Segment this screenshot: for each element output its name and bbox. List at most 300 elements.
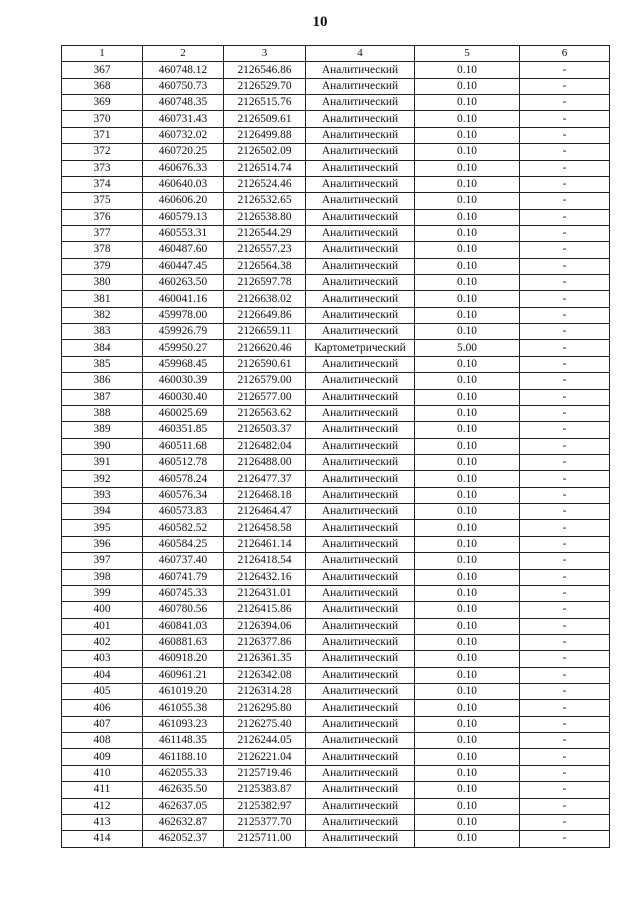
accuracy-cell: 0.10 (415, 782, 520, 798)
note-cell: - (520, 422, 610, 438)
y-coordinate-cell: 2126579.00 (224, 373, 306, 389)
point-number-cell: 391 (62, 454, 143, 470)
note-cell: - (520, 340, 610, 356)
note-cell: - (520, 602, 610, 618)
table-row (62, 225, 610, 241)
accuracy-cell: 0.10 (415, 291, 520, 307)
coordinates-table (61, 45, 610, 848)
accuracy-cell: 0.10 (415, 438, 520, 454)
note-cell: - (520, 438, 610, 454)
note-cell: - (520, 242, 610, 258)
note-cell: - (520, 373, 610, 389)
y-coordinate-cell: 2126415.86 (224, 602, 306, 618)
accuracy-cell: 0.10 (415, 176, 520, 192)
table-row (62, 62, 610, 78)
table-row (62, 373, 610, 389)
table-row (62, 536, 610, 552)
accuracy-cell: 0.10 (415, 487, 520, 503)
x-coordinate-cell: 460511.68 (143, 438, 224, 454)
method-cell: Аналитический (306, 144, 415, 160)
note-cell: - (520, 405, 610, 421)
table-row (62, 700, 610, 716)
method-cell: Аналитический (306, 307, 415, 323)
point-number-cell: 387 (62, 389, 143, 405)
x-coordinate-cell: 460573.83 (143, 504, 224, 520)
accuracy-cell: 0.10 (415, 95, 520, 111)
point-number-cell: 371 (62, 127, 143, 143)
point-number-cell: 398 (62, 569, 143, 585)
point-number-cell: 396 (62, 536, 143, 552)
point-number-cell: 378 (62, 242, 143, 258)
accuracy-cell: 0.10 (415, 536, 520, 552)
table-row (62, 127, 610, 143)
accuracy-cell: 0.10 (415, 127, 520, 143)
note-cell: - (520, 324, 610, 340)
table-row (62, 422, 610, 438)
note-cell: - (520, 520, 610, 536)
y-coordinate-cell: 2126432.16 (224, 569, 306, 585)
accuracy-cell: 0.10 (415, 78, 520, 94)
y-coordinate-cell: 2126546.86 (224, 62, 306, 78)
accuracy-cell: 0.10 (415, 684, 520, 700)
x-coordinate-cell: 462635.50 (143, 782, 224, 798)
x-coordinate-cell: 460025.69 (143, 405, 224, 421)
note-cell: - (520, 700, 610, 716)
x-coordinate-cell: 460576.34 (143, 487, 224, 503)
method-cell: Аналитический (306, 242, 415, 258)
point-number-cell: 392 (62, 471, 143, 487)
accuracy-cell: 0.10 (415, 602, 520, 618)
point-number-cell: 403 (62, 651, 143, 667)
y-coordinate-cell: 2126503.37 (224, 422, 306, 438)
y-coordinate-cell: 2126597.78 (224, 275, 306, 291)
x-coordinate-cell: 460447.45 (143, 258, 224, 274)
x-coordinate-cell: 459968.45 (143, 356, 224, 372)
point-number-cell: 367 (62, 62, 143, 78)
table-row (62, 471, 610, 487)
y-coordinate-cell: 2125382.97 (224, 798, 306, 814)
table-row (62, 831, 610, 847)
y-coordinate-cell: 2126514.74 (224, 160, 306, 176)
point-number-cell: 376 (62, 209, 143, 225)
accuracy-cell: 0.10 (415, 160, 520, 176)
x-coordinate-cell: 460351.85 (143, 422, 224, 438)
accuracy-cell: 0.10 (415, 356, 520, 372)
note-cell: - (520, 471, 610, 487)
x-coordinate-cell: 460732.02 (143, 127, 224, 143)
y-coordinate-cell: 2126464.47 (224, 504, 306, 520)
accuracy-cell: 5.00 (415, 340, 520, 356)
y-coordinate-cell: 2126361.35 (224, 651, 306, 667)
page-number: 10 (312, 14, 328, 30)
y-coordinate-cell: 2126564.38 (224, 258, 306, 274)
x-coordinate-cell: 461148.35 (143, 733, 224, 749)
x-coordinate-cell: 460737.40 (143, 553, 224, 569)
y-coordinate-cell: 2126221.04 (224, 749, 306, 765)
table-row (62, 651, 610, 667)
point-number-cell: 375 (62, 193, 143, 209)
table-row (62, 78, 610, 94)
note-cell: - (520, 765, 610, 781)
note-cell: - (520, 160, 610, 176)
point-number-cell: 407 (62, 716, 143, 732)
note-cell: - (520, 356, 610, 372)
point-number-cell: 377 (62, 225, 143, 241)
accuracy-cell: 0.10 (415, 733, 520, 749)
table-row (62, 389, 610, 405)
accuracy-cell: 0.10 (415, 275, 520, 291)
method-cell: Аналитический (306, 258, 415, 274)
method-cell: Аналитический (306, 324, 415, 340)
method-cell: Аналитический (306, 275, 415, 291)
method-cell: Аналитический (306, 733, 415, 749)
point-number-cell: 369 (62, 95, 143, 111)
method-cell: Аналитический (306, 356, 415, 372)
table-row (62, 242, 610, 258)
point-number-cell: 372 (62, 144, 143, 160)
point-number-cell: 385 (62, 356, 143, 372)
table-row (62, 798, 610, 814)
note-cell: - (520, 144, 610, 160)
note-cell: - (520, 569, 610, 585)
table-row (62, 291, 610, 307)
y-coordinate-cell: 2125711.00 (224, 831, 306, 847)
x-coordinate-cell: 460263.50 (143, 275, 224, 291)
table-row (62, 95, 610, 111)
x-coordinate-cell: 461188.10 (143, 749, 224, 765)
accuracy-cell: 0.10 (415, 225, 520, 241)
accuracy-cell: 0.10 (415, 422, 520, 438)
table-row (62, 275, 610, 291)
method-cell: Аналитический (306, 569, 415, 585)
y-coordinate-cell: 2126482.04 (224, 438, 306, 454)
method-cell: Аналитический (306, 602, 415, 618)
method-cell: Картометрический (306, 340, 415, 356)
note-cell: - (520, 504, 610, 520)
method-cell: Аналитический (306, 438, 415, 454)
note-cell: - (520, 733, 610, 749)
table-row (62, 176, 610, 192)
method-cell: Аналитический (306, 585, 415, 601)
method-cell: Аналитический (306, 454, 415, 470)
point-number-cell: 400 (62, 602, 143, 618)
y-coordinate-cell: 2126649.86 (224, 307, 306, 323)
accuracy-cell: 0.10 (415, 651, 520, 667)
x-coordinate-cell: 460487.60 (143, 242, 224, 258)
note-cell: - (520, 749, 610, 765)
note-cell: - (520, 634, 610, 650)
method-cell: Аналитический (306, 291, 415, 307)
accuracy-cell: 0.10 (415, 242, 520, 258)
table-row (62, 569, 610, 585)
table-header-row (62, 46, 610, 62)
column-header: 1 (62, 46, 143, 62)
x-coordinate-cell: 461019.20 (143, 684, 224, 700)
point-number-cell: 395 (62, 520, 143, 536)
point-number-cell: 380 (62, 275, 143, 291)
y-coordinate-cell: 2126488.00 (224, 454, 306, 470)
y-coordinate-cell: 2126524.46 (224, 176, 306, 192)
table-row (62, 634, 610, 650)
accuracy-cell: 0.10 (415, 569, 520, 585)
note-cell: - (520, 667, 610, 683)
point-number-cell: 394 (62, 504, 143, 520)
point-number-cell: 413 (62, 814, 143, 830)
x-coordinate-cell: 460748.35 (143, 95, 224, 111)
method-cell: Аналитический (306, 667, 415, 683)
accuracy-cell: 0.10 (415, 716, 520, 732)
table-row (62, 553, 610, 569)
accuracy-cell: 0.10 (415, 585, 520, 601)
y-coordinate-cell: 2126529.70 (224, 78, 306, 94)
y-coordinate-cell: 2126563.62 (224, 405, 306, 421)
accuracy-cell: 0.10 (415, 258, 520, 274)
accuracy-cell: 0.10 (415, 209, 520, 225)
note-cell: - (520, 553, 610, 569)
method-cell: Аналитический (306, 684, 415, 700)
point-number-cell: 368 (62, 78, 143, 94)
y-coordinate-cell: 2126477.37 (224, 471, 306, 487)
y-coordinate-cell: 2126394.06 (224, 618, 306, 634)
point-number-cell: 399 (62, 585, 143, 601)
point-number-cell: 405 (62, 684, 143, 700)
x-coordinate-cell: 460030.39 (143, 373, 224, 389)
column-header: 2 (143, 46, 224, 62)
point-number-cell: 408 (62, 733, 143, 749)
point-number-cell: 381 (62, 291, 143, 307)
point-number-cell: 409 (62, 749, 143, 765)
accuracy-cell: 0.10 (415, 667, 520, 683)
point-number-cell: 379 (62, 258, 143, 274)
y-coordinate-cell: 2126244.05 (224, 733, 306, 749)
note-cell: - (520, 814, 610, 830)
x-coordinate-cell: 460579.13 (143, 209, 224, 225)
table-row (62, 585, 610, 601)
table-row (62, 749, 610, 765)
note-cell: - (520, 111, 610, 127)
method-cell: Аналитический (306, 504, 415, 520)
table-row (62, 618, 610, 634)
table-row (62, 684, 610, 700)
accuracy-cell: 0.10 (415, 405, 520, 421)
accuracy-cell: 0.10 (415, 700, 520, 716)
x-coordinate-cell: 462637.05 (143, 798, 224, 814)
x-coordinate-cell: 460676.33 (143, 160, 224, 176)
method-cell: Аналитический (306, 798, 415, 814)
table-row (62, 438, 610, 454)
y-coordinate-cell: 2125383.87 (224, 782, 306, 798)
x-coordinate-cell: 461093.23 (143, 716, 224, 732)
x-coordinate-cell: 460841.03 (143, 618, 224, 634)
point-number-cell: 404 (62, 667, 143, 683)
table-row (62, 716, 610, 732)
note-cell: - (520, 585, 610, 601)
table-row (62, 454, 610, 470)
x-coordinate-cell: 460961.21 (143, 667, 224, 683)
note-cell: - (520, 258, 610, 274)
y-coordinate-cell: 2126342.08 (224, 667, 306, 683)
y-coordinate-cell: 2126544.29 (224, 225, 306, 241)
point-number-cell: 374 (62, 176, 143, 192)
accuracy-cell: 0.10 (415, 749, 520, 765)
point-number-cell: 370 (62, 111, 143, 127)
point-number-cell: 401 (62, 618, 143, 634)
accuracy-cell: 0.10 (415, 111, 520, 127)
method-cell: Аналитический (306, 651, 415, 667)
table-row (62, 160, 610, 176)
note-cell: - (520, 716, 610, 732)
y-coordinate-cell: 2126638.02 (224, 291, 306, 307)
note-cell: - (520, 193, 610, 209)
accuracy-cell: 0.10 (415, 798, 520, 814)
method-cell: Аналитический (306, 176, 415, 192)
point-number-cell: 412 (62, 798, 143, 814)
column-header: 6 (520, 46, 610, 62)
method-cell: Аналитический (306, 62, 415, 78)
y-coordinate-cell: 2126461.14 (224, 536, 306, 552)
x-coordinate-cell: 462052.37 (143, 831, 224, 847)
x-coordinate-cell: 459926.79 (143, 324, 224, 340)
accuracy-cell: 0.10 (415, 831, 520, 847)
method-cell: Аналитический (306, 225, 415, 241)
y-coordinate-cell: 2126295.80 (224, 700, 306, 716)
accuracy-cell: 0.10 (415, 765, 520, 781)
y-coordinate-cell: 2126468.18 (224, 487, 306, 503)
method-cell: Аналитический (306, 536, 415, 552)
accuracy-cell: 0.10 (415, 389, 520, 405)
method-cell: Аналитический (306, 716, 415, 732)
x-coordinate-cell: 460918.20 (143, 651, 224, 667)
accuracy-cell: 0.10 (415, 504, 520, 520)
method-cell: Аналитический (306, 553, 415, 569)
y-coordinate-cell: 2126532.65 (224, 193, 306, 209)
method-cell: Аналитический (306, 814, 415, 830)
table-row (62, 193, 610, 209)
y-coordinate-cell: 2126538.80 (224, 209, 306, 225)
point-number-cell: 384 (62, 340, 143, 356)
table-row (62, 602, 610, 618)
point-number-cell: 373 (62, 160, 143, 176)
table-row (62, 356, 610, 372)
method-cell: Аналитический (306, 700, 415, 716)
x-coordinate-cell: 461055.38 (143, 700, 224, 716)
table-row (62, 307, 610, 323)
accuracy-cell: 0.10 (415, 307, 520, 323)
note-cell: - (520, 487, 610, 503)
table-row (62, 258, 610, 274)
x-coordinate-cell: 460881.63 (143, 634, 224, 650)
y-coordinate-cell: 2126515.76 (224, 95, 306, 111)
y-coordinate-cell: 2126509.61 (224, 111, 306, 127)
x-coordinate-cell: 460748.12 (143, 62, 224, 78)
method-cell: Аналитический (306, 749, 415, 765)
table-row (62, 733, 610, 749)
point-number-cell: 386 (62, 373, 143, 389)
point-number-cell: 388 (62, 405, 143, 421)
note-cell: - (520, 831, 610, 847)
note-cell: - (520, 307, 610, 323)
note-cell: - (520, 798, 610, 814)
x-coordinate-cell: 460553.31 (143, 225, 224, 241)
point-number-cell: 383 (62, 324, 143, 340)
accuracy-cell: 0.10 (415, 471, 520, 487)
x-coordinate-cell: 460731.43 (143, 111, 224, 127)
table-row (62, 814, 610, 830)
accuracy-cell: 0.10 (415, 520, 520, 536)
note-cell: - (520, 684, 610, 700)
table-row (62, 340, 610, 356)
x-coordinate-cell: 459978.00 (143, 307, 224, 323)
note-cell: - (520, 618, 610, 634)
accuracy-cell: 0.10 (415, 814, 520, 830)
note-cell: - (520, 651, 610, 667)
y-coordinate-cell: 2126377.86 (224, 634, 306, 650)
method-cell: Аналитический (306, 373, 415, 389)
x-coordinate-cell: 460606.20 (143, 193, 224, 209)
y-coordinate-cell: 2126659.11 (224, 324, 306, 340)
point-number-cell: 393 (62, 487, 143, 503)
y-coordinate-cell: 2126431.01 (224, 585, 306, 601)
accuracy-cell: 0.10 (415, 454, 520, 470)
accuracy-cell: 0.10 (415, 618, 520, 634)
table-row (62, 520, 610, 536)
table-row (62, 144, 610, 160)
x-coordinate-cell: 462632.87 (143, 814, 224, 830)
method-cell: Аналитический (306, 78, 415, 94)
y-coordinate-cell: 2126577.00 (224, 389, 306, 405)
y-coordinate-cell: 2126418.54 (224, 553, 306, 569)
y-coordinate-cell: 2126499.88 (224, 127, 306, 143)
point-number-cell: 411 (62, 782, 143, 798)
x-coordinate-cell: 460584.25 (143, 536, 224, 552)
method-cell: Аналитический (306, 127, 415, 143)
method-cell: Аналитический (306, 209, 415, 225)
method-cell: Аналитический (306, 160, 415, 176)
note-cell: - (520, 225, 610, 241)
method-cell: Аналитический (306, 193, 415, 209)
table-body (62, 62, 610, 847)
x-coordinate-cell: 460578.24 (143, 471, 224, 487)
note-cell: - (520, 78, 610, 94)
note-cell: - (520, 176, 610, 192)
method-cell: Аналитический (306, 389, 415, 405)
point-number-cell: 414 (62, 831, 143, 847)
method-cell: Аналитический (306, 487, 415, 503)
x-coordinate-cell: 460582.52 (143, 520, 224, 536)
column-header: 3 (224, 46, 306, 62)
x-coordinate-cell: 462055.33 (143, 765, 224, 781)
table-row (62, 209, 610, 225)
note-cell: - (520, 95, 610, 111)
note-cell: - (520, 62, 610, 78)
x-coordinate-cell: 460750.73 (143, 78, 224, 94)
x-coordinate-cell: 460512.78 (143, 454, 224, 470)
table-row (62, 765, 610, 781)
point-number-cell: 410 (62, 765, 143, 781)
point-number-cell: 397 (62, 553, 143, 569)
x-coordinate-cell: 460030.40 (143, 389, 224, 405)
note-cell: - (520, 389, 610, 405)
point-number-cell: 406 (62, 700, 143, 716)
x-coordinate-cell: 459950.27 (143, 340, 224, 356)
method-cell: Аналитический (306, 782, 415, 798)
method-cell: Аналитический (306, 111, 415, 127)
x-coordinate-cell: 460741.79 (143, 569, 224, 585)
method-cell: Аналитический (306, 831, 415, 847)
y-coordinate-cell: 2125719.46 (224, 765, 306, 781)
x-coordinate-cell: 460041.16 (143, 291, 224, 307)
table-row (62, 324, 610, 340)
